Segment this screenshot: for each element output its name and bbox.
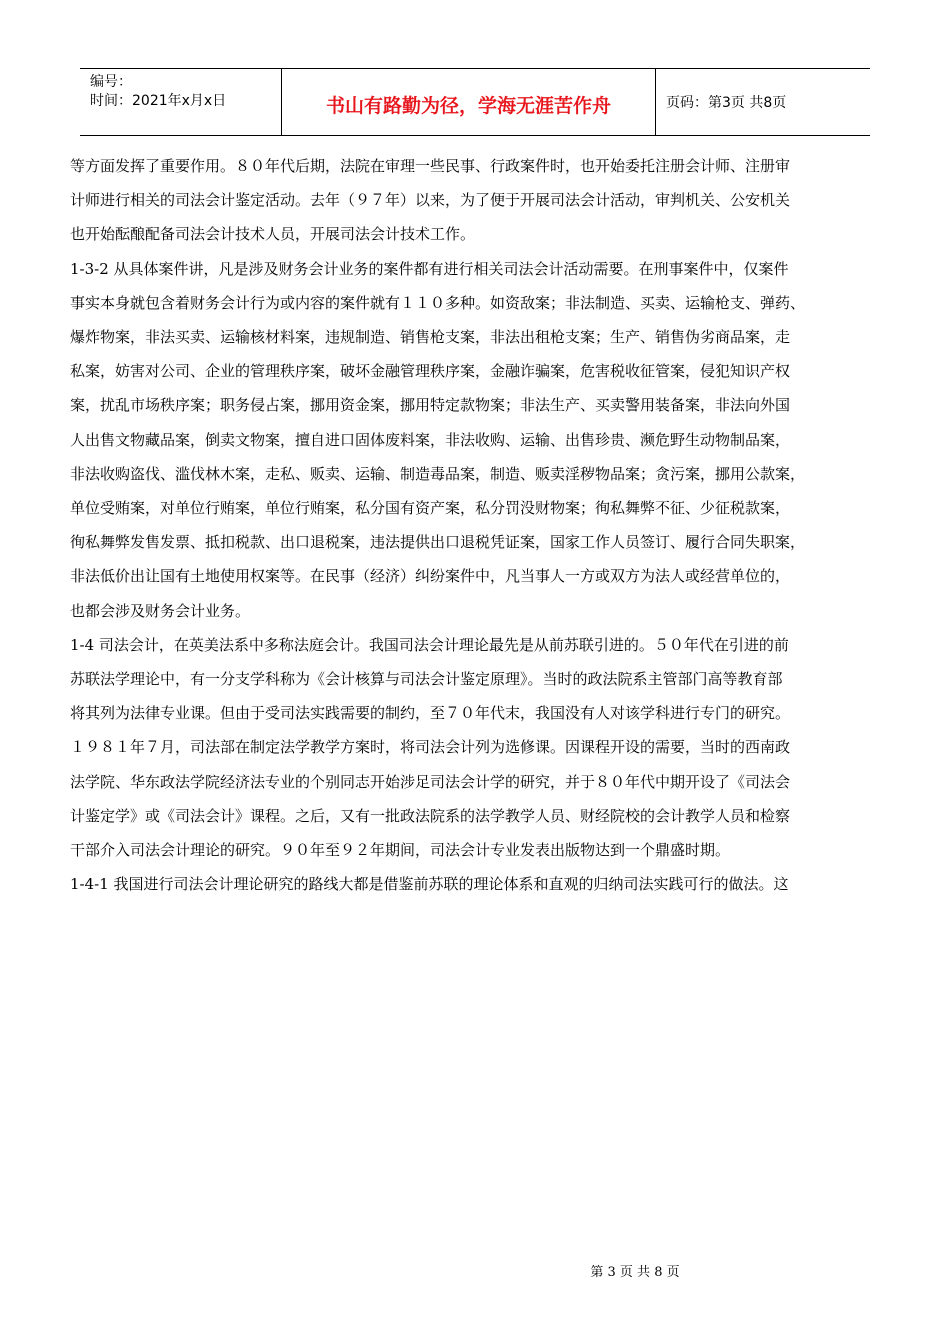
header-motto: 书山有路勤为径，学海无涯苦作舟 — [282, 69, 656, 135]
paragraph: 1-3-2 从具体案件讲，凡是涉及财务会计业务的案件都有进行相关司法会计活动需要。在刑事案件中，仅案件 事实本身就包含着财务会计行为或内容的案件就有１１０多种。如资敌案；非法制造、买卖、运输枪支、弹药、 爆炸物案，非法买卖、运输核材料案，违规制造、销售枪支案，非法出租枪支案；生产、销售伪劣商品案，走 私案，妨害对公司、企业的管理秩序案，破坏金融管理秩序案，金融诈骗案，危害税收征管案，侵犯知识产权 案，扰乱市场秩序案；职务侵占案，挪用资金案，挪用特定款物案；非法生产、买卖警用装备案，非法向外国 人出售文物藏品案，倒卖文物案，擅自进口固体废料案，非法收购、运输、出售珍贵、濒危野生动物制品案， 非法收购盗伐、滥伐林木案，走私、贩卖、运输、制造毒品案，制造、贩卖淫秽物品案；贪污案，挪用公款案， 单位受贿案，对单位行贿案，单位行贿案，私分国有资产案，私分罚没财物案；徇私舞弊不征、少征税款案， 徇私舞弊发售发票、抵扣税款、出口退税案，违法提供出口退税凭证案，国家工作人员签订、履行合同失职案， 非法低价出让国有土地使用权案等。在民事（经济）纠纷案件中，凡当事人一方或双方为法人或经营单位的， 也都会涉及财务会计业务。 — [70, 259, 806, 620]
page-footer: 第 3 页 共 8 页 — [590, 1265, 680, 1280]
document-date: 时间：2021年x月x日 — [90, 93, 227, 109]
document-body — [70, 149, 878, 901]
document-number-label: 编号： — [90, 74, 132, 90]
paragraph: 1-4 司法会计，在英美法系中多称法庭会计。我国司法会计理论最先是从前苏联引进的。５０年代在引进的前 苏联法学理论中，有一分支学科称为《会计核算与司法会计鉴定原理》。当时的政法院系主管部门高等教育部 将其列为法律专业课。但由于受司法实践需要的制约，至７０年代末，我国没有人对该学科进行专门的研究。 １９８１年７月，司法部在制定法学教学方案时，将司法会计列为选修课。因课程开设的需要，当时的西南政 法学院、华东政法学院经济法专业的个别同志开始涉足司法会计学的研究，并于８０年代中期开设了《司法会 计鉴定学》或《司法会计》课程。之后，又有一批政法院系的法学教学人员、财经院校的会计教学人员和检察 干部介入司法会计理论的研究。９０年至９２年期间，司法会计专业发表出版物达到一个鼎盛时期。 — [70, 635, 791, 860]
page-header — [80, 68, 870, 136]
paragraph: 等方面发挥了重要作用。８０年代后期，法院在审理一些民事、行政案件时，也开始委托注册会计师、注册审 计师进行相关的司法会计鉴定活动。去年（９７年）以来，为了便于开展司法会计活动，审判机关、公安机关 也开始酝酿配备司法会计技术人员，开展司法会计技术工作。 — [70, 157, 791, 244]
header-meta — [80, 69, 282, 135]
header-page-info: 页码：第3页 共8页 — [666, 95, 787, 111]
paragraph: 1-4-1 我国进行司法会计理论研究的路线大都是借鉴前苏联的理论体系和直观的归纳司法实践可行的做法。这 — [70, 875, 789, 894]
